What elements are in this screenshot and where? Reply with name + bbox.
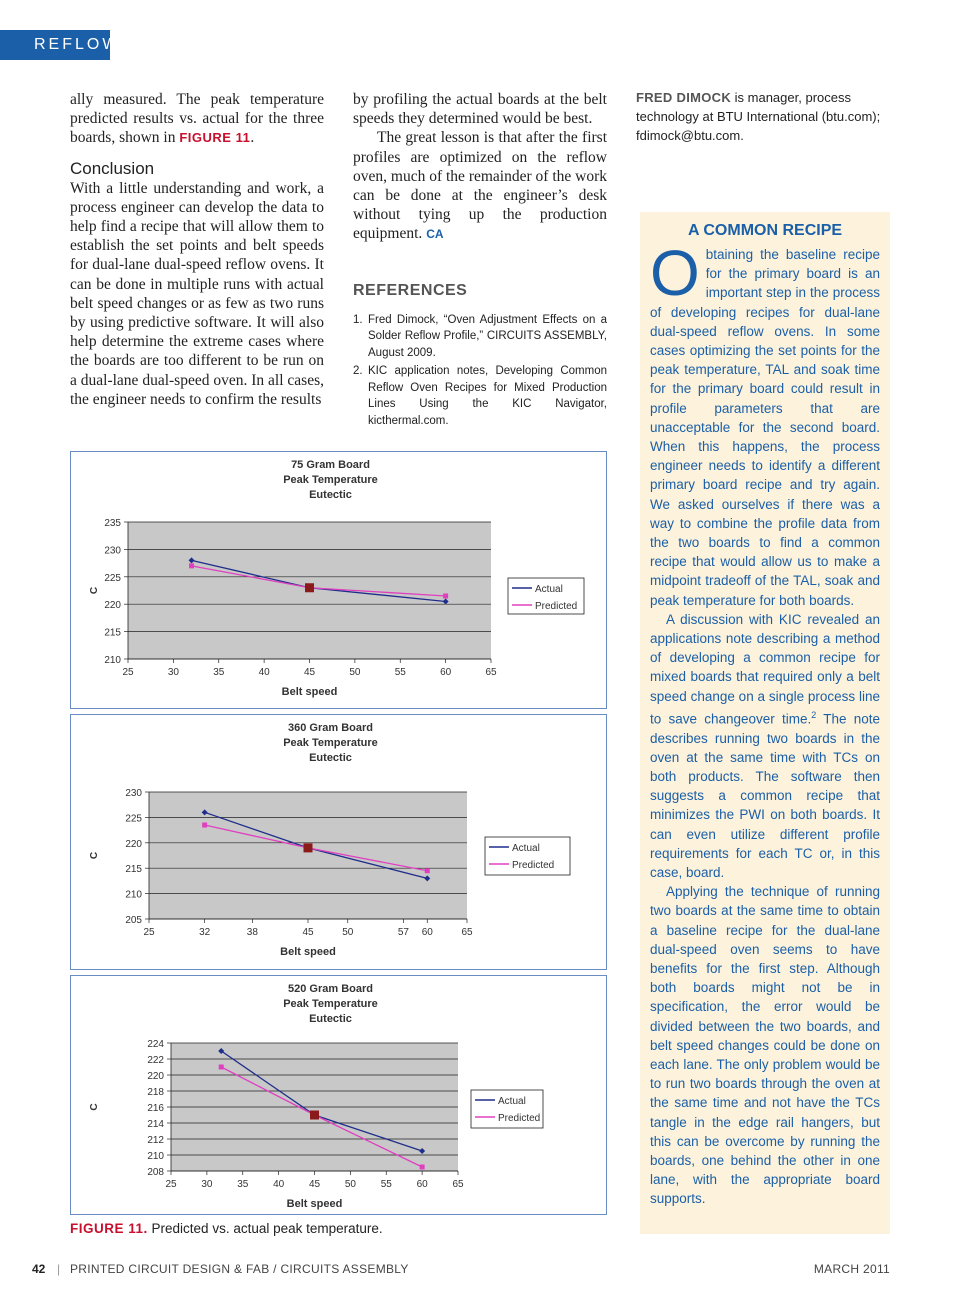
publication-name: PRINTED CIRCUIT DESIGN & FAB / CIRCUITS ASSEMBLY xyxy=(70,1262,409,1276)
x-tick-label: 60 xyxy=(416,1179,428,1190)
x-tick-label: 25 xyxy=(143,927,155,938)
x-tick-label: 65 xyxy=(485,667,497,678)
reference-number: 1. xyxy=(353,313,363,326)
chart-title-line: 75 Gram Board xyxy=(291,459,370,471)
y-tick-label: 215 xyxy=(125,864,142,876)
common-recipe-marker xyxy=(304,843,313,852)
x-tick-label: 40 xyxy=(258,667,270,678)
col2-para2-text: The great lesson is that after the first profiles are optimized on the reflow oven, much of the remainder of the work can be done at the engineer’s desk without tying up the production equipment. xyxy=(353,129,607,243)
data-point-predicted xyxy=(443,593,448,598)
figure-caption-text: Predicted vs. actual peak temperature. xyxy=(147,1221,383,1236)
col2-para2 xyxy=(353,128,607,244)
chart-title-line: Eutectic xyxy=(309,489,352,501)
x-tick-label: 35 xyxy=(213,667,225,678)
data-point-predicted xyxy=(219,1065,224,1070)
footnote-marker: 2 xyxy=(811,709,817,720)
y-tick-label: 230 xyxy=(125,788,142,799)
plot-area xyxy=(149,792,467,919)
figure-caption xyxy=(70,1221,383,1236)
author-name: FRED DIMOCK xyxy=(636,90,732,105)
x-tick-label: 45 xyxy=(308,1179,321,1190)
x-axis-label: Belt speed xyxy=(286,1198,343,1210)
col1-para1 xyxy=(70,90,324,148)
reference-item xyxy=(353,312,607,362)
reference-number: 2. xyxy=(353,365,363,378)
y-tick-label: 224 xyxy=(147,1039,164,1050)
y-tick-label: 222 xyxy=(147,1055,164,1066)
reference-text: KIC application notes, Developing Common Reflow Oven Recipes for Mixed Production Lines Using the KIC Navigator, kicthermal.com. xyxy=(368,365,607,427)
author-bio xyxy=(636,88,886,145)
section-tab: REFLOW xyxy=(0,30,110,60)
x-tick-label: 57 xyxy=(397,927,409,938)
legend-label-predicted: Predicted xyxy=(512,860,555,871)
y-tick-label: 216 xyxy=(147,1103,164,1114)
legend-label-predicted: Predicted xyxy=(535,601,578,612)
col2-para1: by profiling the actual boards at the belt speeds they determined would be best. xyxy=(353,91,607,128)
data-point-predicted xyxy=(420,1165,425,1170)
x-tick-label: 40 xyxy=(273,1179,285,1190)
y-tick-label: 235 xyxy=(104,518,121,529)
issue-date: MARCH 2011 xyxy=(813,1262,890,1276)
y-axis-label: C xyxy=(89,586,100,595)
chart-title-line: Eutectic xyxy=(309,1013,352,1025)
column-2 xyxy=(353,90,607,431)
references-list xyxy=(353,312,607,430)
data-point-predicted xyxy=(202,823,207,828)
x-tick-label: 45 xyxy=(303,667,316,678)
legend-label-predicted: Predicted xyxy=(498,1113,541,1124)
x-tick-label: 50 xyxy=(342,927,354,938)
y-tick-label: 225 xyxy=(125,813,142,825)
figure-caption-label: FIGURE 11. xyxy=(70,1221,148,1236)
end-mark: CA xyxy=(426,227,444,242)
chart-520-gram xyxy=(70,975,607,1215)
column-1 xyxy=(70,90,324,409)
chart-360-gram-svg xyxy=(71,715,606,969)
y-tick-label: 230 xyxy=(104,545,121,557)
y-tick-label: 220 xyxy=(104,600,121,612)
x-tick-label: 30 xyxy=(201,1179,213,1190)
y-tick-label: 220 xyxy=(125,838,142,850)
x-tick-label: 65 xyxy=(452,1179,464,1190)
y-tick-label: 225 xyxy=(104,572,121,584)
x-tick-label: 60 xyxy=(421,927,433,938)
y-tick-label: 212 xyxy=(147,1135,164,1146)
chart-title-line: Eutectic xyxy=(309,752,352,764)
x-tick-label: 30 xyxy=(167,667,179,678)
author-bio-text: is manager, process technology at BTU International (btu.com); fdimock@btu.com. xyxy=(636,90,881,143)
x-tick-label: 50 xyxy=(344,1179,356,1190)
y-tick-label: 214 xyxy=(147,1119,164,1130)
y-axis-label: C xyxy=(89,1103,100,1111)
data-point-predicted xyxy=(189,563,194,568)
chart-title-line: 360 Gram Board xyxy=(288,722,373,734)
sidebar-body xyxy=(650,237,880,1209)
sidebar-para3: Applying the technique of running two boards at the same time to obtain a baseline recipe for the dual-lane dual-speed oven seems to have benefits for the first step. Although both boards might not be in specification, the error would be divided between the two boards, and belt speed changes could be done on each lane. The only problem would be to run two boards through the oven at the same time and not have the TCs tangle in the edge rail hangers, but this can be overcome by running the boards, one behind the other in one lane, with the appropriate board supports. xyxy=(650,884,880,1207)
chart-75-gram xyxy=(70,451,607,709)
reference-item xyxy=(353,363,607,429)
page-number: 42 xyxy=(32,1262,46,1276)
common-recipe-marker xyxy=(305,583,314,592)
x-axis-label: Belt speed xyxy=(280,946,336,958)
reference-text: Fred Dimock, “Oven Adjustment Effects on a Solder Reflow Profile,” CIRCUITS ASSEMBLY, August 2009. xyxy=(368,313,607,359)
x-axis-label: Belt speed xyxy=(281,686,338,698)
chart-title-line: Peak Temperature xyxy=(283,998,378,1010)
legend-label-actual: Actual xyxy=(535,584,563,595)
x-tick-label: 60 xyxy=(440,667,452,678)
x-tick-label: 45 xyxy=(302,927,314,938)
legend-label-actual: Actual xyxy=(498,1096,526,1107)
data-point-predicted xyxy=(425,868,430,873)
x-tick-label: 35 xyxy=(237,1179,249,1190)
footer-separator: | xyxy=(57,1262,61,1276)
x-tick-label: 25 xyxy=(122,667,134,678)
x-tick-label: 55 xyxy=(394,667,406,678)
col1-para1-text: ally measured. The peak temperature predicted results vs. actual for the three boards, shown in xyxy=(70,91,324,147)
chart-title-line: 520 Gram Board xyxy=(288,983,373,995)
sidebar-para2 xyxy=(650,610,880,882)
legend-label-actual: Actual xyxy=(512,843,540,854)
x-tick-label: 65 xyxy=(461,927,473,938)
y-tick-label: 215 xyxy=(104,627,121,639)
sidebar-para2-text-b: The note describes running two boards in the oven at the same time with TCs on both products. The software then suggests a common recipe that minimizes the PWI on both boards. It can even utilize different profile requirements for each TC or, in this case, board. xyxy=(650,711,880,880)
x-tick-label: 50 xyxy=(349,667,361,678)
common-recipe-marker xyxy=(310,1111,319,1120)
sidebar-para1-text: btaining the baseline recipe for the primary board is an important step in the process of developing recipes for dual-lane dual-speed reflow ovens. In some cases optimizing the set points for the peak temperature, TAL and soak time for the primary board could result in profile parameters that are unacceptable for the second board. When this happens, the process engineer needs to identify a different primary board recipe and try again. We asked ourselves if there was a way to combine the profile data from the two boards to find a common recipe that would allow us to make a midpoint tradeoff of the TAL, soak and peak temperature for both boards. xyxy=(650,247,880,608)
chart-title-line: Peak Temperature xyxy=(283,737,378,749)
sidebar-para2-text: A discussion with KIC revealed an applications note describing a method of developing a common recipe for mixed boards that required only a belt speed change on a single process line to save changeover time. xyxy=(650,611,880,727)
col1-para1-end: . xyxy=(250,129,255,147)
chart-75-gram-svg xyxy=(71,452,606,708)
y-tick-label: 218 xyxy=(147,1087,164,1098)
y-tick-label: 208 xyxy=(147,1167,164,1178)
y-tick-label: 220 xyxy=(147,1071,164,1082)
y-tick-label: 210 xyxy=(125,889,142,901)
drop-cap: O xyxy=(650,237,700,309)
y-tick-label: 210 xyxy=(147,1151,164,1162)
x-tick-label: 25 xyxy=(165,1179,177,1190)
y-tick-label: 205 xyxy=(125,915,142,926)
x-tick-label: 55 xyxy=(380,1179,392,1190)
y-axis-label: C xyxy=(89,851,100,860)
x-tick-label: 32 xyxy=(199,927,211,938)
chart-title-line: Peak Temperature xyxy=(283,474,378,486)
references-heading: REFERENCES xyxy=(353,281,468,299)
chart-520-gram-svg xyxy=(71,976,606,1214)
sidebar-title: A COMMON RECIPE xyxy=(687,222,843,239)
chart-360-gram xyxy=(70,714,607,970)
x-tick-label: 38 xyxy=(246,927,258,938)
conclusion-heading: Conclusion xyxy=(70,158,155,178)
y-tick-label: 210 xyxy=(104,655,121,666)
sidebar-box xyxy=(640,212,890,1234)
conclusion-paragraph: With a little understanding and work, a process engineer can develop the data to help find a recipe that will allow them to establish the set points and belt speeds for dual-lane dual-speed reflow ovens. It can be done in multiple runs with actual belt speed changes or as few as two runs by using predictive software. It will also help determine the extreme cases where the boards are too different to be run on a dual-lane dual-speed oven. In all cases, the engineer needs to confirm the results xyxy=(70,179,324,408)
figure-reference: FIGURE 11 xyxy=(179,130,251,146)
sidebar-para1 xyxy=(650,237,880,610)
